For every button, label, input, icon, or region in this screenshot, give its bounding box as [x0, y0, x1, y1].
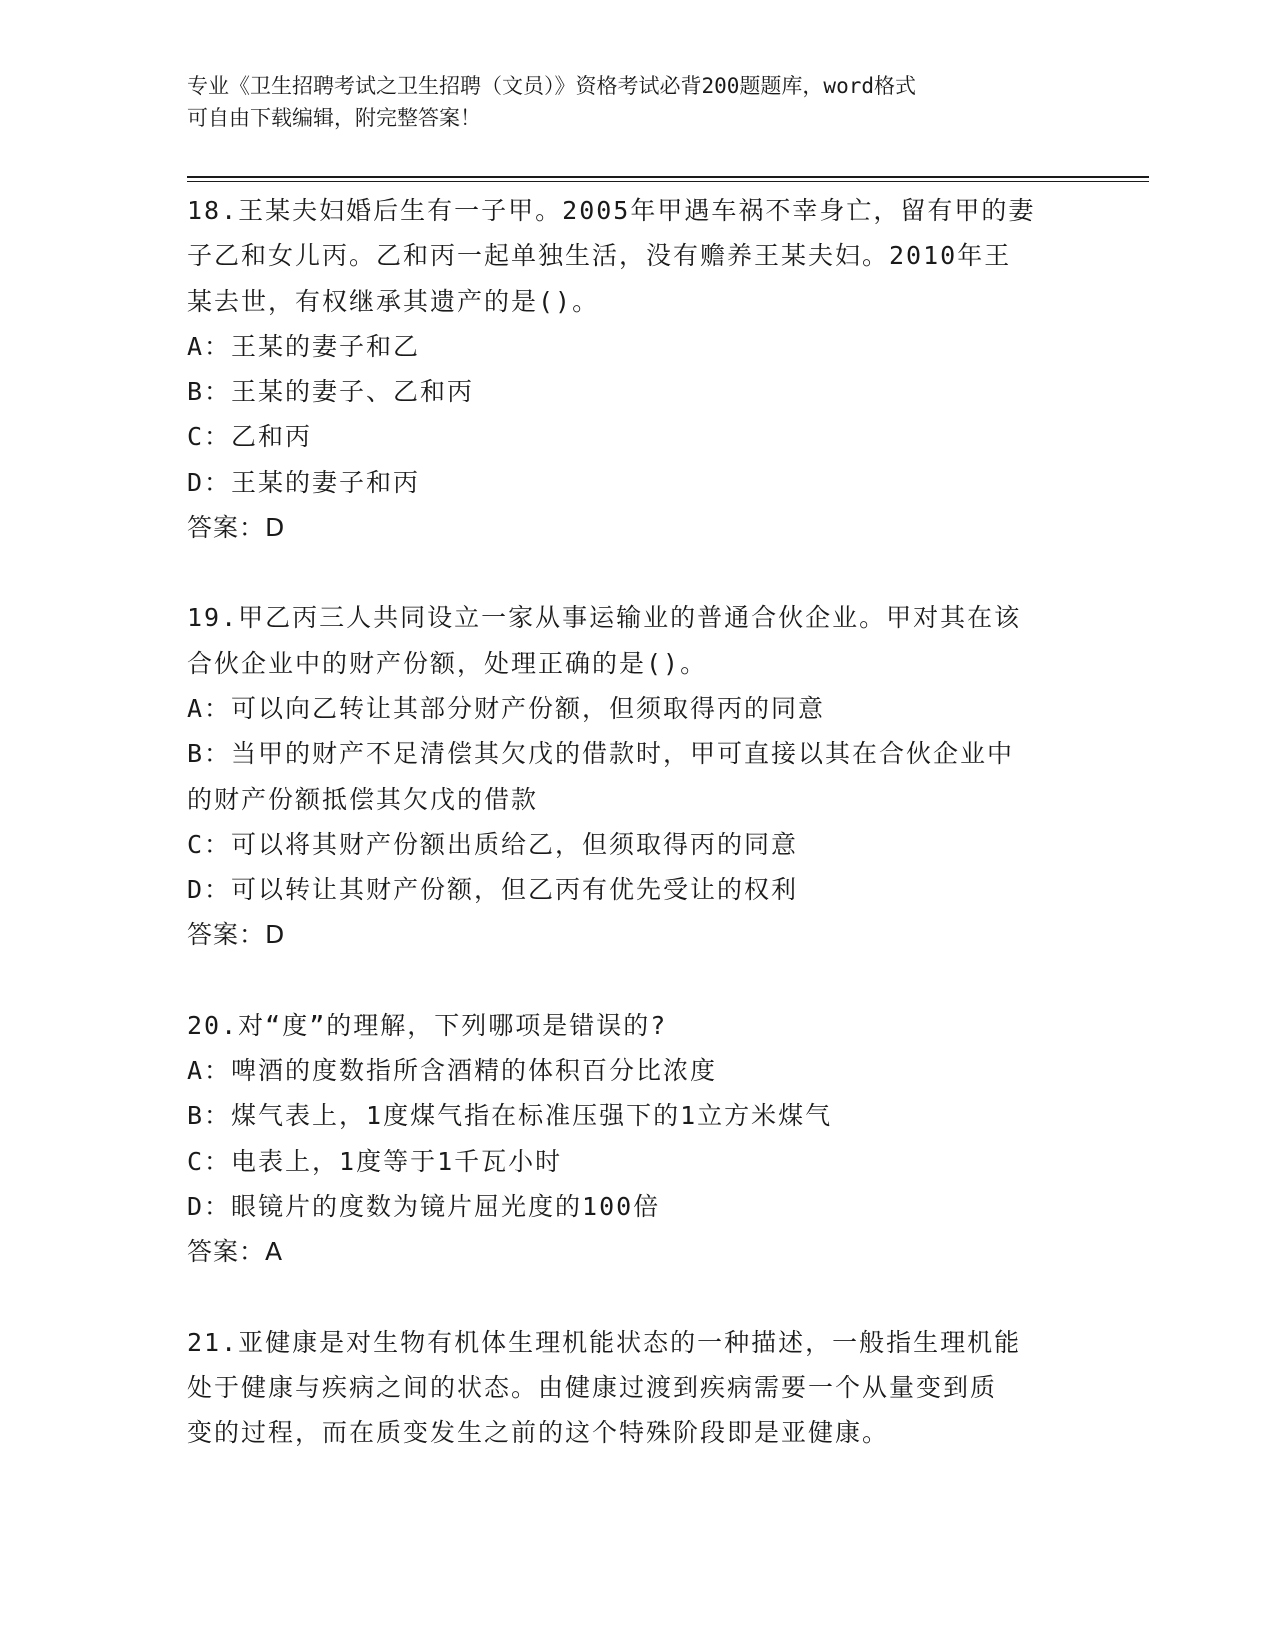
- header-line-2: 可自由下载编辑，附完整答案！: [187, 106, 481, 130]
- question-18-option-a: A：王某的妻子和乙: [187, 331, 421, 361]
- question-19: [187, 595, 1087, 957]
- question-19-option-b: B：当甲的财产不足清偿其欠戊的借款时，甲可直接以其在合伙企业中: [187, 739, 1015, 769]
- question-19-option-c: C：可以将其财产份额出质给乙，但须取得丙的同意: [187, 829, 799, 859]
- question-19-option-a: A：可以向乙转让其部分财产份额，但须取得丙的同意: [187, 693, 826, 723]
- question-20-option-d: D：眼镜片的度数为镜片屈光度的100倍: [187, 1191, 661, 1221]
- question-18-option-b: B：王某的妻子、乙和丙: [187, 377, 475, 407]
- question-21-text-line-1: 21.亚健康是对生物有机体生理机能状态的一种描述，一般指生理机能: [187, 1327, 1022, 1357]
- question-19-answer: 答案：D: [187, 920, 286, 950]
- question-21-text-line-3: 变的过程，而在质变发生之前的这个特殊阶段即是亚健康。: [187, 1418, 890, 1448]
- question-18: [187, 188, 1087, 550]
- question-20-option-a: A：啤酒的度数指所含酒精的体积百分比浓度: [187, 1056, 718, 1086]
- question-20-option-b: B：煤气表上，1度煤气指在标准压强下的1立方米煤气: [187, 1101, 833, 1131]
- question-18-answer: 答案：D: [187, 513, 286, 543]
- question-18-text-line-1: 18.王某夫妇婚后生有一子甲。2005年甲遇车祸不幸身亡，留有甲的妻: [187, 196, 1036, 225]
- block-spacer: [187, 550, 1087, 595]
- page-header: [187, 70, 1087, 134]
- question-19-text-line-2: 合伙企业中的财产份额，处理正确的是()。: [187, 648, 708, 678]
- question-21-text-line-2: 处于健康与疾病之间的状态。由健康过渡到疾病需要一个从量变到质: [187, 1372, 998, 1402]
- question-18-option-d: D：王某的妻子和丙: [187, 467, 421, 497]
- question-19-text-line-1: 19.甲乙丙三人共同设立一家从事运输业的普通合伙企业。甲对其在该: [187, 603, 1022, 633]
- question-list: [187, 188, 1087, 1455]
- header-rule-thick: [187, 176, 1149, 178]
- question-21: [187, 1320, 1087, 1456]
- question-18-text-line-3: 某去世，有权继承其遗产的是()。: [187, 286, 600, 316]
- question-18-text-line-2: 子乙和女儿丙。乙和丙一起单独生活，没有赡养王某夫妇。2010年王: [187, 241, 1012, 271]
- block-spacer: [187, 1275, 1087, 1320]
- question-19-option-d: D：可以转让其财产份额，但乙丙有优先受让的权利: [187, 875, 799, 905]
- question-20-answer: 答案：A: [187, 1237, 284, 1267]
- question-18-option-c: C：乙和丙: [187, 422, 313, 452]
- header-line-1: 专业《卫生招聘考试之卫生招聘（文员）》资格考试必背200题题库，word格式: [187, 74, 916, 98]
- question-20-text-line-1: 20.对“度”的理解，下列哪项是错误的?: [187, 1010, 668, 1040]
- block-spacer: [187, 958, 1087, 1003]
- header-rule-thin: [187, 181, 1149, 182]
- question-20: [187, 1003, 1087, 1275]
- question-20-option-c: C：电表上，1度等于1千瓦小时: [187, 1146, 563, 1176]
- question-19-option-b-cont: 的财产份额抵偿其欠戊的借款: [187, 784, 539, 814]
